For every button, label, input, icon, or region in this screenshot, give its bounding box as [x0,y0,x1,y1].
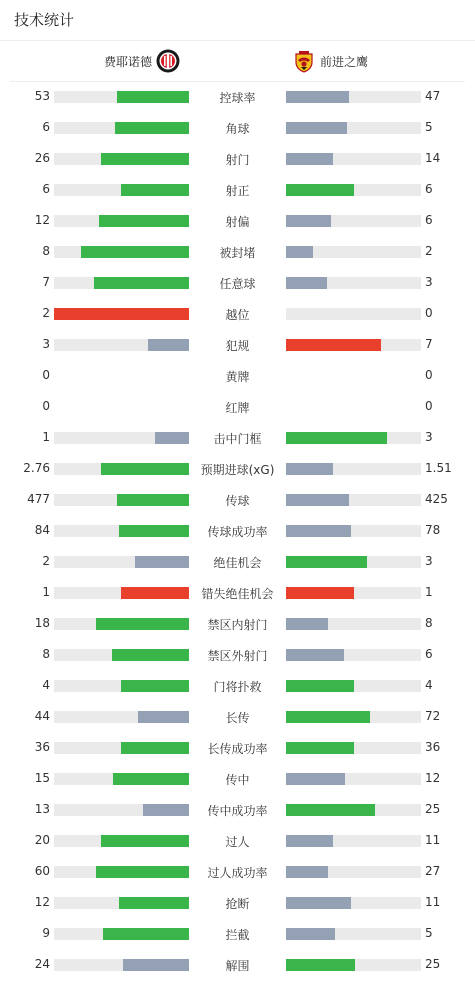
stat-label: 长传 [225,711,250,725]
stat-row [0,577,475,608]
stat-row [0,887,475,918]
away-value: 3 [425,554,433,568]
home-bar-track [54,959,189,971]
away-bar-track [286,122,421,134]
home-bar-track [54,277,189,289]
stat-label: 击中门框 [213,432,262,446]
stat-row [0,763,475,794]
home-bar-track [54,494,189,506]
home-bar-fill [148,339,189,351]
stat-label: 任意球 [219,277,256,291]
home-bar-track [54,215,189,227]
home-bar-track [54,680,189,692]
home-value: 24 [34,957,50,971]
home-bar-track [54,835,189,847]
stat-row [0,205,475,236]
away-bar-track [286,215,421,227]
home-bar-track [54,339,189,351]
home-bar-fill [94,277,189,289]
home-value: 8 [42,244,50,258]
home-bar-fill [123,959,189,971]
stat-row [0,608,475,639]
away-value: 12 [425,771,441,785]
stat-label: 过人成功率 [207,866,268,880]
away-bar-fill [286,897,351,909]
away-bar-track [286,835,421,847]
away-value: 72 [425,709,441,723]
stat-row [0,918,475,949]
home-value: 1 [42,585,50,599]
stats-list [0,81,475,980]
away-value: 1 [425,585,433,599]
home-value: 60 [34,864,50,878]
home-bar-track [54,525,189,537]
away-value: 1.51 [425,461,452,475]
stat-label: 绝佳机会 [213,556,262,570]
stat-row [0,236,475,267]
away-bar-track [286,339,421,351]
stat-label: 禁区内射门 [207,618,268,632]
home-bar-track [54,246,189,258]
stat-row [0,174,475,205]
home-bar-fill [115,122,189,134]
stat-label: 传球 [225,494,250,508]
away-value: 0 [425,368,433,382]
home-bar-fill [54,308,189,320]
away-bar-fill [286,91,349,103]
away-value: 0 [425,306,433,320]
home-value: 2.76 [23,461,50,475]
stat-label: 禁区外射门 [207,649,268,663]
home-value: 4 [42,678,50,692]
away-bar-track [286,91,421,103]
stat-row [0,639,475,670]
home-bar-track [54,401,189,413]
home-bar-track [54,370,189,382]
stat-label: 拦截 [225,928,250,942]
stat-label: 射门 [225,153,250,167]
stat-label: 黄牌 [225,370,250,384]
home-value: 26 [34,151,50,165]
away-bar-fill [286,928,335,940]
home-bar-track [54,122,189,134]
away-bar-fill [286,773,345,785]
away-value: 0 [425,399,433,413]
go-ahead-eagles-logo-icon [292,49,316,73]
home-bar-fill [121,680,189,692]
away-bar-track [286,277,421,289]
stat-row [0,391,475,422]
stat-row [0,670,475,701]
stat-label: 门将扑救 [213,680,262,694]
home-bar-fill [143,804,189,816]
away-bar-fill [286,959,355,971]
stat-label: 传中 [225,773,250,787]
home-bar-fill [113,773,189,785]
stat-row [0,112,475,143]
stat-row [0,329,475,360]
away-bar-track [286,556,421,568]
away-bar-track [286,897,421,909]
home-bar-fill [99,215,189,227]
away-bar-fill [286,804,375,816]
away-value: 5 [425,926,433,940]
away-value: 25 [425,957,441,971]
home-bar-fill [121,184,189,196]
away-bar-fill [286,742,354,754]
away-value: 11 [425,833,441,847]
home-bar-fill [121,587,189,599]
stat-label: 抢断 [225,897,250,911]
home-bar-fill [101,463,189,475]
away-value: 4 [425,678,433,692]
stat-row [0,453,475,484]
away-bar-track [286,494,421,506]
stat-label: 越位 [225,308,250,322]
home-team[interactable] [104,49,180,73]
home-team-name: 费耶诺德 [103,54,152,69]
away-bar-fill [286,277,327,289]
home-bar-fill [112,649,189,661]
home-value: 9 [42,926,50,940]
away-value: 7 [425,337,433,351]
stat-row [0,143,475,174]
stat-label: 传中成功率 [207,804,268,818]
away-bar-track [286,804,421,816]
stat-label: 过人 [225,835,250,849]
away-bar-track [286,153,421,165]
home-bar-track [54,91,189,103]
away-bar-track [286,711,421,723]
home-bar-track [54,432,189,444]
stat-row [0,360,475,391]
stat-label: 犯规 [225,339,250,353]
home-value: 13 [34,802,50,816]
away-bar-fill [286,649,344,661]
home-value: 53 [34,89,50,103]
home-value: 12 [34,213,50,227]
stat-row [0,422,475,453]
away-value: 47 [425,89,441,103]
stat-row [0,856,475,887]
away-value: 36 [425,740,441,754]
home-bar-track [54,773,189,785]
stat-row [0,546,475,577]
home-bar-track [54,463,189,475]
away-bar-fill [286,680,354,692]
home-value: 2 [42,554,50,568]
away-bar-track [286,773,421,785]
home-bar-fill [103,928,189,940]
away-bar-track [286,649,421,661]
home-bar-track [54,153,189,165]
stat-label: 红牌 [225,401,250,415]
away-bar-fill [286,215,331,227]
home-value: 3 [42,337,50,351]
away-bar-fill [286,556,367,568]
home-bar-track [54,649,189,661]
away-bar-track [286,959,421,971]
stat-row [0,732,475,763]
stat-row [0,825,475,856]
stat-label: 射偏 [225,215,250,229]
away-value: 5 [425,120,433,134]
away-bar-track [286,618,421,630]
away-bar-track [286,246,421,258]
away-bar-track [286,308,421,320]
away-bar-fill [286,339,381,351]
stat-row [0,515,475,546]
away-bar-fill [286,587,354,599]
away-bar-fill [286,246,313,258]
away-bar-fill [286,835,333,847]
home-bar-fill [135,556,189,568]
stat-label: 长传成功率 [207,742,268,756]
away-bar-fill [286,711,370,723]
home-value: 8 [42,647,50,661]
home-bar-fill [81,246,189,258]
away-bar-fill [286,122,347,134]
away-bar-fill [286,618,328,630]
home-value: 36 [34,740,50,754]
home-bar-fill [96,618,189,630]
home-bar-track [54,742,189,754]
away-bar-track [286,680,421,692]
stat-label: 传球成功率 [207,525,268,539]
stat-label: 角球 [225,122,250,136]
stat-row [0,949,475,980]
home-bar-fill [119,525,189,537]
away-bar-track [286,463,421,475]
home-bar-fill [155,432,189,444]
stat-row [0,267,475,298]
stat-label: 射正 [225,184,250,198]
stat-label: 预期进球(xG) [200,463,275,477]
stat-row [0,794,475,825]
home-value: 6 [42,120,50,134]
away-bar-track [286,587,421,599]
away-value: 8 [425,616,433,630]
away-value: 6 [425,647,433,661]
home-bar-track [54,587,189,599]
home-value: 15 [34,771,50,785]
stat-row [0,81,475,112]
away-value: 27 [425,864,441,878]
home-bar-fill [101,153,189,165]
home-bar-fill [117,91,189,103]
away-bar-fill [286,463,333,475]
home-bar-track [54,556,189,568]
home-bar-fill [119,897,189,909]
home-value: 44 [34,709,50,723]
away-value: 3 [425,275,433,289]
away-bar-track [286,432,421,444]
away-bar-track [286,866,421,878]
away-value: 11 [425,895,441,909]
home-value: 0 [42,399,50,413]
home-bar-track [54,184,189,196]
home-bar-fill [101,835,189,847]
away-value: 425 [425,492,448,506]
stat-row [0,484,475,515]
away-value: 78 [425,523,441,537]
home-bar-track [54,866,189,878]
stat-row [0,298,475,329]
home-value: 12 [34,895,50,909]
away-bar-track [286,184,421,196]
away-bar-fill [286,432,387,444]
stat-label: 错失绝佳机会 [201,587,274,601]
page-title: 技术统计 [0,0,475,41]
home-bar-track [54,897,189,909]
away-value: 14 [425,151,441,165]
home-value: 2 [42,306,50,320]
home-bar-fill [121,742,189,754]
home-value: 84 [34,523,50,537]
home-bar-fill [96,866,189,878]
home-value: 20 [34,833,50,847]
home-bar-track [54,618,189,630]
feyenoord-logo-icon [156,49,180,73]
away-bar-fill [286,866,328,878]
stat-label: 解围 [225,959,250,973]
away-bar-track [286,370,421,382]
away-bar-fill [286,525,351,537]
away-bar-fill [286,494,349,506]
home-bar-track [54,804,189,816]
teams-header [10,41,465,82]
away-team-name: 前进之鹰 [320,54,369,69]
away-team[interactable] [292,49,368,73]
home-value: 0 [42,368,50,382]
home-bar-fill [117,494,189,506]
away-bar-track [286,742,421,754]
home-value: 1 [42,430,50,444]
home-value: 7 [42,275,50,289]
stat-label: 被封堵 [219,246,256,260]
home-bar-fill [138,711,189,723]
away-value: 6 [425,213,433,227]
home-value: 18 [34,616,50,630]
away-bar-track [286,401,421,413]
away-bar-fill [286,153,333,165]
away-bar-track [286,928,421,940]
home-bar-track [54,711,189,723]
away-value: 25 [425,802,441,816]
away-bar-fill [286,184,354,196]
away-value: 6 [425,182,433,196]
stat-label: 控球率 [219,91,256,105]
away-bar-track [286,525,421,537]
home-bar-track [54,928,189,940]
home-value: 477 [27,492,50,506]
home-bar-track [54,308,189,320]
stat-row [0,701,475,732]
home-value: 6 [42,182,50,196]
away-value: 3 [425,430,433,444]
away-value: 2 [425,244,433,258]
